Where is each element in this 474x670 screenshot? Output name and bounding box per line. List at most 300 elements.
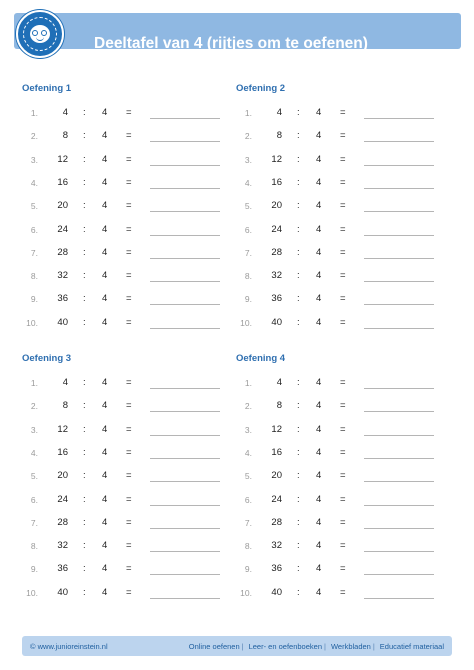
equals-sign: =: [126, 316, 132, 328]
exercise-row: [236, 470, 456, 484]
equals-sign: =: [340, 223, 346, 235]
exercise-row: [22, 130, 242, 144]
exercise-row: [22, 224, 242, 238]
footer-separator: |: [324, 642, 326, 651]
divisor: 4: [102, 270, 108, 282]
exercise-row: [22, 247, 242, 261]
exercise-row: [236, 107, 456, 121]
answer-line[interactable]: [150, 118, 220, 119]
equals-sign: =: [126, 200, 132, 212]
divisor: 4: [102, 377, 108, 388]
row-number: 7.: [244, 517, 252, 528]
divisor: 4: [316, 516, 322, 528]
exercise-row: [236, 377, 456, 391]
division-sign: :: [297, 516, 300, 528]
equals-sign: =: [340, 130, 346, 142]
dividend: 40: [57, 316, 68, 328]
divisor: 4: [102, 153, 108, 165]
row-number: 10.: [26, 587, 38, 598]
answer-line[interactable]: [364, 481, 434, 482]
equals-sign: =: [126, 176, 132, 188]
exercise-row: [236, 540, 456, 554]
divisor: 4: [316, 107, 322, 118]
junior-einstein-logo[interactable]: [16, 10, 64, 58]
divisor: 4: [316, 130, 322, 142]
dividend: 12: [57, 153, 68, 165]
dividend: 36: [57, 293, 68, 305]
division-sign: :: [297, 246, 300, 258]
division-sign: :: [297, 200, 300, 212]
row-number: 9.: [30, 294, 38, 305]
equals-sign: =: [126, 423, 132, 435]
divisor: 4: [102, 200, 108, 212]
dividend: 40: [271, 316, 282, 328]
answer-line[interactable]: [150, 481, 220, 482]
dividend: 24: [57, 223, 68, 235]
equals-sign: =: [340, 270, 346, 282]
row-number: 8.: [244, 271, 252, 282]
division-sign: :: [83, 176, 86, 188]
answer-line[interactable]: [364, 598, 434, 599]
division-sign: :: [297, 377, 300, 388]
division-sign: :: [297, 470, 300, 482]
division-sign: :: [297, 563, 300, 575]
divisor: 4: [316, 423, 322, 435]
dividend: 40: [57, 586, 68, 598]
divisor: 4: [102, 470, 108, 482]
divisor: 4: [316, 176, 322, 188]
exercise-row: [236, 130, 456, 144]
equals-sign: =: [340, 316, 346, 328]
row-number: 3.: [30, 424, 38, 435]
exercise-row: [22, 587, 242, 601]
footer-site-link[interactable]: © www.junioreinstein.nl: [30, 642, 108, 651]
row-number: 3.: [244, 154, 252, 165]
division-sign: :: [83, 540, 86, 552]
answer-line[interactable]: [150, 188, 220, 189]
division-sign: :: [83, 493, 86, 505]
row-number: 1.: [244, 378, 252, 388]
exercise-row: [236, 400, 456, 414]
footer-link[interactable]: Werkbladen: [330, 642, 371, 651]
equals-sign: =: [126, 270, 132, 282]
exercise-row: [22, 317, 242, 331]
answer-line[interactable]: [150, 574, 220, 575]
exercise-row: [236, 494, 456, 508]
division-sign: :: [83, 153, 86, 165]
equals-sign: =: [340, 246, 346, 258]
equals-sign: =: [126, 293, 132, 305]
exercise-row: [236, 224, 456, 238]
divisor: 4: [102, 130, 108, 142]
divisor: 4: [316, 270, 322, 282]
division-sign: :: [83, 107, 86, 118]
equals-sign: =: [126, 153, 132, 165]
equals-sign: =: [340, 200, 346, 212]
row-number: 2.: [30, 131, 38, 142]
equals-sign: =: [126, 400, 132, 412]
equals-sign: =: [126, 470, 132, 482]
row-number: 8.: [30, 271, 38, 282]
row-number: 6.: [30, 224, 38, 235]
dividend: 16: [271, 446, 282, 458]
row-number: 3.: [244, 424, 252, 435]
row-number: 4.: [30, 177, 38, 188]
answer-line[interactable]: [364, 258, 434, 259]
answer-line[interactable]: [364, 505, 434, 506]
row-number: 10.: [240, 317, 252, 328]
divisor: 4: [316, 223, 322, 235]
division-sign: :: [83, 246, 86, 258]
answer-line[interactable]: [364, 188, 434, 189]
exercise-title: Oefening 2: [236, 83, 286, 94]
row-number: 2.: [244, 131, 252, 142]
logo-eye-icon: [32, 30, 38, 36]
equals-sign: =: [126, 563, 132, 575]
dividend: 4: [62, 107, 68, 118]
division-sign: :: [297, 293, 300, 305]
answer-line[interactable]: [364, 328, 434, 329]
dividend: 4: [62, 377, 68, 388]
divisor: 4: [316, 246, 322, 258]
dividend: 32: [271, 540, 282, 552]
answer-line[interactable]: [150, 304, 220, 305]
equals-sign: =: [126, 516, 132, 528]
dividend: 32: [57, 270, 68, 282]
row-number: 4.: [30, 447, 38, 458]
division-sign: :: [83, 470, 86, 482]
dividend: 8: [62, 400, 68, 412]
dividend: 8: [276, 130, 282, 142]
exercise-row: [236, 447, 456, 461]
exercise-row: [236, 563, 456, 577]
row-number: 5.: [30, 471, 38, 482]
divisor: 4: [102, 316, 108, 328]
row-number: 7.: [30, 247, 38, 258]
division-sign: :: [297, 586, 300, 598]
division-sign: :: [83, 516, 86, 528]
dividend: 24: [57, 493, 68, 505]
dividend: 24: [271, 493, 282, 505]
dividend: 36: [271, 563, 282, 575]
dividend: 40: [271, 586, 282, 598]
division-sign: :: [297, 176, 300, 188]
dividend: 8: [62, 130, 68, 142]
equals-sign: =: [126, 493, 132, 505]
header-bar: [14, 13, 461, 52]
equals-sign: =: [340, 400, 346, 412]
divisor: 4: [102, 176, 108, 188]
answer-line[interactable]: [150, 388, 220, 389]
dividend: 16: [57, 446, 68, 458]
dividend: 24: [271, 223, 282, 235]
dividend: 20: [271, 470, 282, 482]
divisor: 4: [316, 563, 322, 575]
answer-line[interactable]: [364, 411, 434, 412]
divisor: 4: [102, 293, 108, 305]
exercise-section: [22, 353, 242, 603]
divisor: 4: [102, 563, 108, 575]
equals-sign: =: [126, 586, 132, 598]
divisor: 4: [102, 223, 108, 235]
answer-line[interactable]: [150, 258, 220, 259]
answer-line[interactable]: [150, 281, 220, 282]
exercise-row: [236, 424, 456, 438]
exercise-row: [236, 200, 456, 214]
divisor: 4: [102, 423, 108, 435]
dividend: 32: [57, 540, 68, 552]
dividend: 16: [271, 176, 282, 188]
equals-sign: =: [340, 153, 346, 165]
row-number: 3.: [30, 154, 38, 165]
exercise-row: [22, 154, 242, 168]
dividend: 20: [271, 200, 282, 212]
equals-sign: =: [340, 493, 346, 505]
exercise-row: [22, 424, 242, 438]
exercise-title: Oefening 3: [22, 353, 72, 364]
equals-sign: =: [126, 446, 132, 458]
equals-sign: =: [340, 516, 346, 528]
exercise-row: [22, 447, 242, 461]
exercise-row: [22, 517, 242, 531]
dividend: 12: [271, 153, 282, 165]
row-number: 1.: [30, 378, 38, 388]
exercise-title: Oefening 1: [22, 83, 72, 94]
divisor: 4: [102, 107, 108, 118]
answer-line[interactable]: [364, 435, 434, 436]
equals-sign: =: [126, 130, 132, 142]
equals-sign: =: [340, 107, 346, 118]
dividend: 12: [57, 423, 68, 435]
exercise-row: [236, 247, 456, 261]
row-number: 10.: [26, 317, 38, 328]
divisor: 4: [102, 246, 108, 258]
row-number: 7.: [30, 517, 38, 528]
dividend: 28: [57, 246, 68, 258]
answer-line[interactable]: [150, 458, 220, 459]
answer-line[interactable]: [364, 574, 434, 575]
equals-sign: =: [340, 470, 346, 482]
answer-line[interactable]: [150, 328, 220, 329]
row-number: 9.: [30, 564, 38, 575]
row-number: 9.: [244, 564, 252, 575]
division-sign: :: [297, 400, 300, 412]
equals-sign: =: [340, 423, 346, 435]
footer-link[interactable]: Leer- en oefenboeken: [248, 642, 322, 651]
row-number: 6.: [244, 224, 252, 235]
division-sign: :: [83, 400, 86, 412]
division-sign: :: [297, 270, 300, 282]
footer-bar: [22, 636, 452, 656]
divisor: 4: [316, 540, 322, 552]
divisor: 4: [316, 316, 322, 328]
division-sign: :: [83, 377, 86, 388]
division-sign: :: [297, 540, 300, 552]
footer-links: [187, 642, 444, 651]
division-sign: :: [297, 446, 300, 458]
divisor: 4: [316, 586, 322, 598]
footer-link[interactable]: Educatief materiaal: [379, 642, 444, 651]
division-sign: :: [297, 130, 300, 142]
divisor: 4: [316, 400, 322, 412]
exercise-row: [236, 293, 456, 307]
dividend: 28: [271, 246, 282, 258]
exercise-row: [22, 270, 242, 284]
dividend: 20: [57, 200, 68, 212]
divisor: 4: [102, 400, 108, 412]
divisor: 4: [316, 470, 322, 482]
divisor: 4: [102, 493, 108, 505]
division-sign: :: [83, 223, 86, 235]
row-number: 2.: [244, 401, 252, 412]
division-sign: :: [297, 316, 300, 328]
answer-line[interactable]: [150, 211, 220, 212]
dividend: 28: [271, 516, 282, 528]
row-number: 4.: [244, 447, 252, 458]
division-sign: :: [297, 493, 300, 505]
logo-eye-icon: [41, 30, 47, 36]
answer-line[interactable]: [150, 598, 220, 599]
answer-line[interactable]: [364, 281, 434, 282]
division-sign: :: [83, 316, 86, 328]
equals-sign: =: [340, 446, 346, 458]
divisor: 4: [316, 446, 322, 458]
divisor: 4: [102, 446, 108, 458]
dividend: 36: [271, 293, 282, 305]
division-sign: :: [83, 270, 86, 282]
answer-line[interactable]: [150, 528, 220, 529]
answer-line[interactable]: [364, 304, 434, 305]
divisor: 4: [102, 586, 108, 598]
exercise-title: Oefening 4: [236, 353, 286, 364]
exercise-row: [22, 293, 242, 307]
answer-line[interactable]: [150, 505, 220, 506]
exercise-row: [22, 494, 242, 508]
answer-line[interactable]: [364, 551, 434, 552]
exercise-section: [236, 83, 456, 333]
answer-line[interactable]: [364, 388, 434, 389]
answer-line[interactable]: [364, 165, 434, 166]
row-number: 5.: [30, 201, 38, 212]
equals-sign: =: [126, 223, 132, 235]
exercise-section: [22, 83, 242, 333]
row-number: 2.: [30, 401, 38, 412]
division-sign: :: [83, 293, 86, 305]
answer-line[interactable]: [364, 235, 434, 236]
row-number: 6.: [244, 494, 252, 505]
divisor: 4: [316, 153, 322, 165]
equals-sign: =: [340, 293, 346, 305]
equals-sign: =: [340, 377, 346, 388]
row-number: 8.: [244, 541, 252, 552]
row-number: 7.: [244, 247, 252, 258]
row-number: 1.: [30, 108, 38, 118]
exercise-row: [22, 470, 242, 484]
division-sign: :: [83, 423, 86, 435]
equals-sign: =: [340, 563, 346, 575]
exercise-row: [236, 317, 456, 331]
equals-sign: =: [126, 377, 132, 388]
exercise-row: [22, 400, 242, 414]
equals-sign: =: [126, 540, 132, 552]
division-sign: :: [83, 200, 86, 212]
division-sign: :: [83, 586, 86, 598]
division-sign: :: [83, 130, 86, 142]
dividend: 36: [57, 563, 68, 575]
equals-sign: =: [340, 176, 346, 188]
dividend: 16: [57, 176, 68, 188]
dividend: 32: [271, 270, 282, 282]
exercise-row: [236, 270, 456, 284]
row-number: 5.: [244, 471, 252, 482]
row-number: 6.: [30, 494, 38, 505]
equals-sign: =: [340, 540, 346, 552]
divisor: 4: [316, 493, 322, 505]
exercise-row: [22, 107, 242, 121]
division-sign: :: [297, 107, 300, 118]
divisor: 4: [316, 377, 322, 388]
exercise-section: [236, 353, 456, 603]
division-sign: :: [83, 563, 86, 575]
row-number: 8.: [30, 541, 38, 552]
answer-line[interactable]: [150, 411, 220, 412]
row-number: 5.: [244, 201, 252, 212]
answer-line[interactable]: [364, 141, 434, 142]
row-number: 10.: [240, 587, 252, 598]
equals-sign: =: [340, 586, 346, 598]
divisor: 4: [102, 540, 108, 552]
row-number: 4.: [244, 177, 252, 188]
answer-line[interactable]: [364, 118, 434, 119]
exercise-row: [22, 563, 242, 577]
answer-line[interactable]: [150, 141, 220, 142]
answer-line[interactable]: [150, 235, 220, 236]
answer-line[interactable]: [364, 211, 434, 212]
exercise-row: [22, 177, 242, 191]
footer-separator: |: [241, 642, 244, 651]
row-number: 1.: [244, 108, 252, 118]
row-number: 9.: [244, 294, 252, 305]
footer-link[interactable]: Online oefenen: [188, 642, 240, 651]
dividend: 8: [276, 400, 282, 412]
dividend: 4: [276, 377, 282, 388]
equals-sign: =: [126, 246, 132, 258]
exercise-row: [236, 587, 456, 601]
exercise-row: [236, 154, 456, 168]
division-sign: :: [297, 153, 300, 165]
dividend: 12: [271, 423, 282, 435]
answer-line[interactable]: [150, 551, 220, 552]
exercise-row: [236, 517, 456, 531]
footer-separator: |: [372, 642, 375, 651]
dividend: 4: [276, 107, 282, 118]
equals-sign: =: [126, 107, 132, 118]
divisor: 4: [316, 200, 322, 212]
answer-line[interactable]: [364, 528, 434, 529]
divisor: 4: [316, 293, 322, 305]
division-sign: :: [83, 446, 86, 458]
exercise-row: [236, 177, 456, 191]
dividend: 20: [57, 470, 68, 482]
answer-line[interactable]: [364, 458, 434, 459]
answer-line[interactable]: [150, 435, 220, 436]
exercise-row: [22, 200, 242, 214]
answer-line[interactable]: [150, 165, 220, 166]
exercise-row: [22, 540, 242, 554]
division-sign: :: [297, 423, 300, 435]
division-sign: :: [297, 223, 300, 235]
divisor: 4: [102, 516, 108, 528]
